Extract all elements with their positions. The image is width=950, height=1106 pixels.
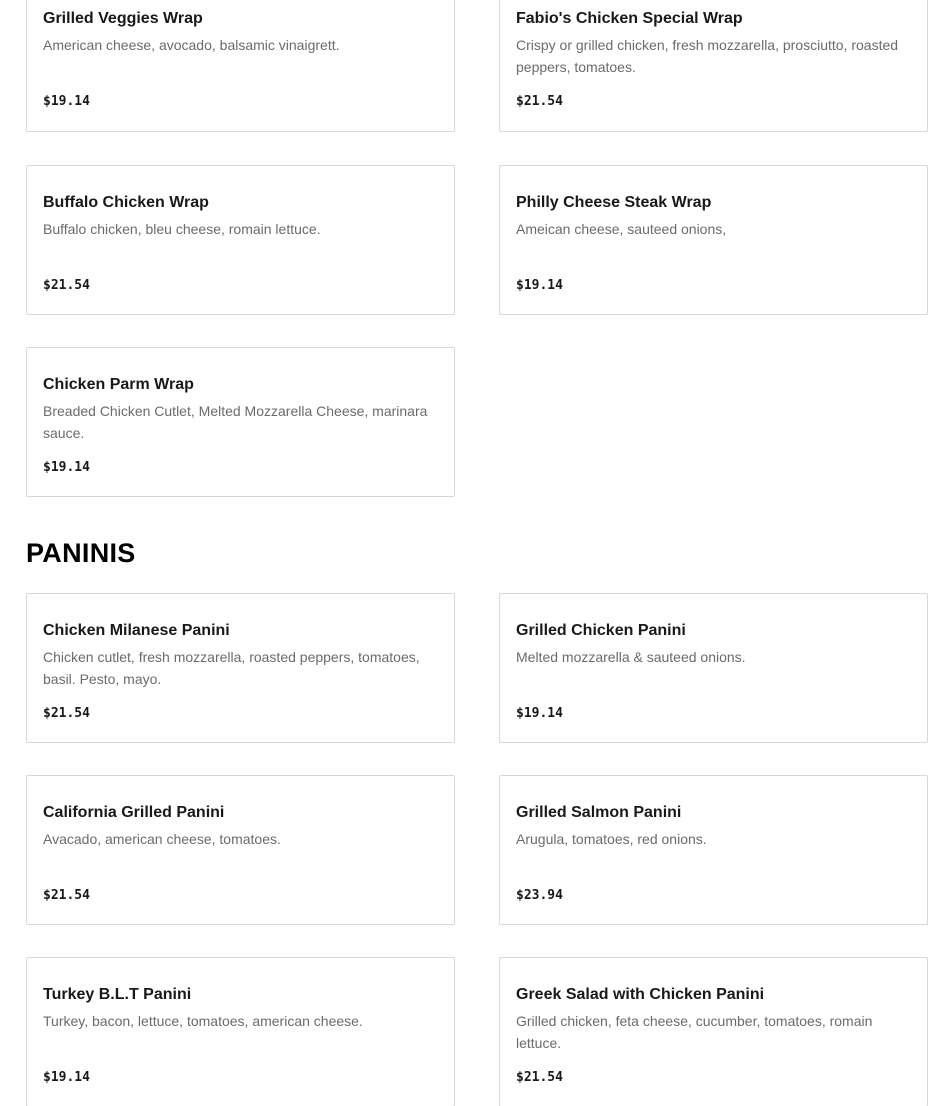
menu-item-price: $19.14: [43, 94, 90, 109]
menu-item-card-turkey-blt-panini[interactable]: [26, 957, 455, 1106]
menu-item-price: $21.54: [43, 888, 90, 903]
menu-item-price: $23.94: [516, 888, 563, 903]
menu-item-name: Grilled Veggies Wrap: [43, 10, 203, 27]
menu-item-card-greek-salad-chicken-panini[interactable]: [499, 957, 928, 1106]
menu-item-card-chicken-parm-wrap[interactable]: [26, 347, 455, 497]
menu-item-description: Melted mozzarella & sauteed onions.: [516, 649, 746, 665]
menu-item-name: Grilled Chicken Panini: [516, 622, 686, 639]
menu-item-name: Fabio's Chicken Special Wrap: [516, 10, 743, 27]
menu-item-name: Grilled Salmon Panini: [516, 804, 682, 821]
menu-item-price: $21.54: [516, 94, 563, 109]
menu-item-name: Turkey B.L.T Panini: [43, 986, 192, 1003]
menu-item-card-philly-cheese-steak-wrap[interactable]: [499, 165, 928, 315]
section-title-paninis: PANINIS: [26, 538, 136, 568]
menu-item-description: Breaded Chicken Cutlet, Melted Mozzarella Cheese, marinara sauce.: [43, 403, 428, 441]
menu-item-price: $19.14: [43, 460, 90, 475]
menu-item-card-fabios-chicken-special-wrap[interactable]: [499, 0, 928, 132]
menu-item-card-california-grilled-panini[interactable]: [26, 775, 455, 925]
menu-item-card-grilled-veggies-wrap[interactable]: [26, 0, 455, 132]
menu-item-price: $19.14: [516, 706, 563, 721]
menu-item-name: Philly Cheese Steak Wrap: [516, 194, 712, 211]
menu-item-description: Grilled chicken, feta cheese, cucumber, tomatoes, romain lettuce.: [516, 1013, 873, 1051]
menu-item-card-grilled-chicken-panini[interactable]: [499, 593, 928, 743]
menu-item-card-buffalo-chicken-wrap[interactable]: [26, 165, 455, 315]
menu-item-description: Turkey, bacon, lettuce, tomatoes, american cheese.: [43, 1013, 363, 1029]
menu-item-name: Buffalo Chicken Wrap: [43, 194, 209, 211]
menu-item-description: Ameican cheese, sauteed onions,: [516, 221, 727, 237]
menu-item-description: Crispy or grilled chicken, fresh mozzarella, prosciutto, roasted peppers, tomatoes.: [516, 37, 899, 75]
menu-item-name: Greek Salad with Chicken Panini: [516, 986, 765, 1003]
menu-item-description: American cheese, avocado, balsamic vinaigrett.: [43, 37, 340, 53]
menu-item-description: Avacado, american cheese, tomatoes.: [43, 831, 281, 847]
menu-item-name: Chicken Milanese Panini: [43, 622, 230, 639]
menu-item-card-grilled-salmon-panini[interactable]: [499, 775, 928, 925]
menu-item-description: Arugula, tomatoes, red onions.: [516, 831, 707, 847]
menu-item-description: Chicken cutlet, fresh mozzarella, roasted peppers, tomatoes, basil. Pesto, mayo.: [43, 649, 420, 687]
menu-item-price: $21.54: [43, 278, 90, 293]
menu-item-description: Buffalo chicken, bleu cheese, romain lettuce.: [43, 221, 321, 237]
menu-item-name: Chicken Parm Wrap: [43, 376, 194, 393]
menu-item-price: $19.14: [516, 278, 563, 293]
menu-item-name: California Grilled Panini: [43, 804, 225, 821]
menu-item-card-chicken-milanese-panini[interactable]: [26, 593, 455, 743]
menu-item-price: $19.14: [43, 1070, 90, 1085]
menu-item-price: $21.54: [43, 706, 90, 721]
menu-item-price: $21.54: [516, 1070, 563, 1085]
